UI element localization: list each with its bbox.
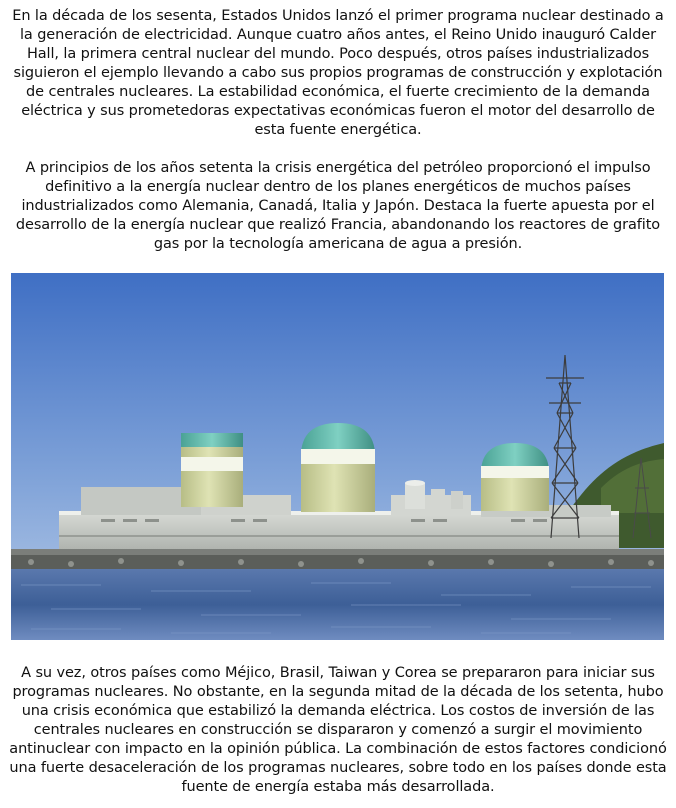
paragraph-1: En la década de los sesenta, Estados Unidos lanzó el primer programa nuclear destinado a la generación de electricidad. Aunque cuatro años antes, el Reino Unido inauguró Calder Hall, la primera central nuclear del mundo. Poco después, otros países industrializados siguieron el ejemplo llevando a cabo sus propios programas de construcción y explotación de centrales nucleares. La estabilidad económica, el fuerte crecimiento de la demanda eléctrica y sus prometedoras expectativas económicas fueron el motor del desarrollo de esta fuente energética. bbox=[12, 8, 664, 138]
paragraph-3: A su vez, otros países como Méjico, Brasil, Taiwan y Corea se prepararon para iniciar sus programas nucleares. No obstante, en la segunda mitad de la década de los setenta, hubo una crisis económica que estabilizó la demanda eléctrica. Los costos de inversión de las centrales nucleares en construcción se dispararon y comenzó a surgir el movimiento antinuclear con impacto en la opinión pública. La combinación de estos factores condicionó una fuerte desaceleración de los programas nucleares, sobre todo en los países donde esta fuente de energía estaba más desarrollada. bbox=[9, 665, 667, 795]
nuclear-plant-photo bbox=[11, 273, 664, 640]
paragraph-2: A principios de los años setenta la crisis energética del petróleo proporcionó el impulso definitivo a la energía nuclear dentro de los planes energéticos de muchos países industrializados como Alemania, Canadá, Italia y Japón. Destaca la fuerte apuesta por el desarrollo de la energía nuclear que realizó Francia, abandonando los reactores de grafito gas por la tecnología americana de agua a presión. bbox=[15, 160, 661, 252]
